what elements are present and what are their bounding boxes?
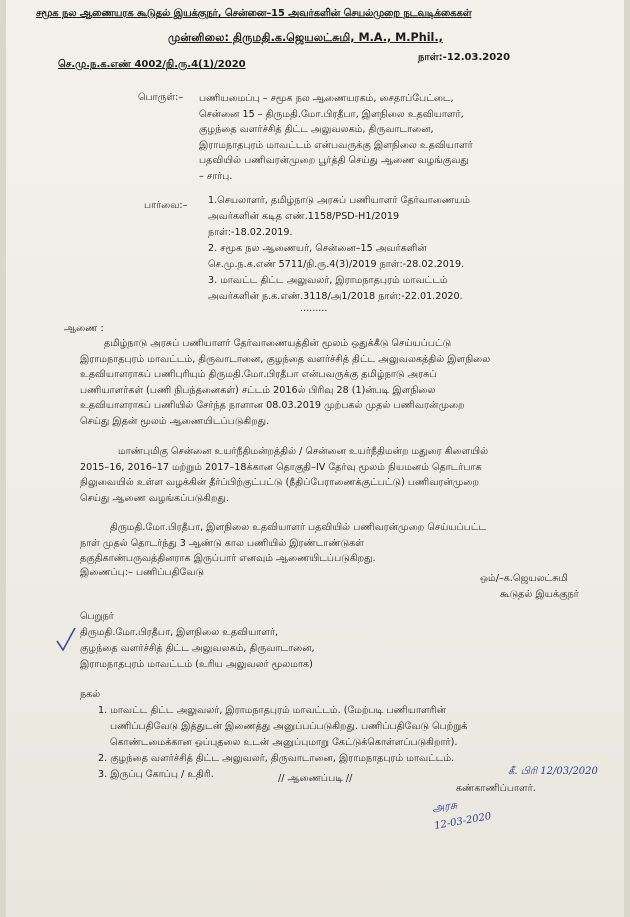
para-line: உதவியாளராகப் பணியில் சேர்ந்த நாளான 08.03.2019 முற்பகல் முதல் பணிவரன்முறை: [80, 400, 465, 411]
recipient-block: [80, 625, 315, 673]
copy-block: [98, 703, 467, 783]
para-line: உதவியாளராகப் பணிபுரியும் திருமதி.மோ.பிரதீபா என்பவருக்கு தமிழ்நாடு அரசுப்: [80, 369, 437, 380]
copy-item: 2. குழந்தை வளர்ச்சித் திட்ட அலுவலர், திருவாடானை, இராமநாதபுரம் மாவட்டம்.: [98, 753, 455, 764]
references-label: பார்வை:–: [144, 200, 188, 211]
para-line: தகுதிகாண்பருவத்தினராக இருப்பார் எனவும் ஆணையிடப்படுகிறது.: [80, 553, 376, 564]
para-line: செய்து இதன் மூலம் ஆணையிடப்படுகிறது.: [80, 415, 270, 427]
recipient-line: இராமநாதபுரம் மாவட்டம் (உரிய அலுவலர் மூலமாக): [80, 659, 313, 670]
para-line: திருமதி.மோ.பிரதீபா, இளநிலை உதவியாளர் பதவியில் பணிவரன்முறை செய்யப்பட்ட: [110, 522, 487, 533]
page-right-edge: [624, 0, 630, 917]
para-line: நிலுவையில் உள்ள வழக்கின் தீர்ப்பிற்குட்பட்டு (நீதிப்பேராணைக்குட்பட்டு) பணிவரன்முறை: [80, 477, 480, 488]
copy-item: 3. இருப்பு கோப்பு / உதிரி.: [98, 769, 214, 780]
copy-item: 1. மாவட்ட திட்ட அலுவலர், இராமநாதபுரம் மாவட்டம். (மேற்படி பணியாளரின்: [98, 705, 446, 716]
office-header: சமூக நல ஆணையரக கூடுதல் இயக்குநர், சென்னை–15 அவர்களின் செயல்முறை நடவடிக்கைகள்: [36, 8, 472, 19]
para-line: 2015–16, 2016–17 மற்றும் 2017–18க்கான தொகுதி–IV தேர்வு மூலம் நியமனம் தொடர்பாக: [80, 461, 482, 473]
subject-line: பதவியில் பணிவரன்முறை பூர்த்தி செய்து ஆணை வழங்குவது: [199, 155, 469, 166]
order-paragraph-2: [80, 444, 595, 506]
subject-line: குழந்தை வளர்ச்சித் திட்ட அலுவலகம், திருவாடானை,: [199, 124, 434, 135]
para-line: இராமநாதபுரம் மாவட்டம், திருவாடானை, குழந்தை வளர்ச்சித் திட்ட அலுவலகத்தில் இளநிலை: [80, 353, 491, 365]
para-line: செய்து ஆணை வழங்கப்படுகிறது.: [80, 492, 229, 504]
references-block: [208, 193, 470, 305]
order-paragraph-3: [80, 520, 595, 567]
handwritten-initials: அரசு: [431, 798, 458, 815]
reference-line: அவர்களின் கடித எண்.1158/PSD-H1/2019: [208, 211, 400, 222]
separator-dots: .........: [300, 303, 328, 314]
copy-label: நகல்: [80, 689, 101, 700]
para-line: தமிழ்நாடு அரசுப் பணியாளர் தேர்வாணையத்தின் மூலம் ஒதுக்கீடு செய்யப்பட்டு: [104, 338, 452, 349]
para-line: நாள் முதல் தொடர்ந்து 3 ஆண்டு கால பணியில் இரண்டாண்டுகள்: [80, 537, 364, 549]
signature-designation: கூடுதல் இயக்குநர்: [500, 589, 579, 600]
subject-label: பொருள்:–: [138, 92, 184, 103]
page-left-edge: [0, 0, 6, 917]
recipient-line: திருமதி.மோ.பிரதீபா, இளநிலை உதவியாளர்,: [80, 627, 279, 638]
subject-line: – சார்பு.: [199, 170, 233, 182]
subject-line: இராமநாதபுரம் மாவட்டம் என்பவருக்கு இளநிலை உதவியாளர்: [199, 139, 473, 151]
recipient-label: பெறுநர்: [80, 611, 114, 622]
order-paragraph-1: [80, 336, 595, 429]
superintendent: கண்காணிப்பாளர்.: [456, 783, 536, 794]
copy-item: பணிப்பதிவேடு இத்துடன் இணைத்து அனுப்பப்படுகிறது. பணிப்பதிவேடு பெற்றுக்: [110, 721, 468, 732]
para-line: பணியாளர்கள் (பணி நிபந்தனைகள்) சட்டம் 2016ல் பிரிவு 28 (1)ன்படி இளநிலை: [80, 384, 436, 396]
reference-line: 3. மாவட்ட திட்ட அலுவலர், இராமநாதபுரம் மாவட்டம்: [208, 275, 448, 286]
para-line: மாண்புமிகு சென்னை உயர்நீதிமன்றத்தில் / சென்னை உயர்நீதிமன்ற மதுரை கிளையில்: [118, 446, 489, 457]
recipient-line: குழந்தை வளர்ச்சித் திட்ட அலுவலகம், திருவாடானை,: [80, 643, 315, 654]
order-by: // ஆணைப்படி //: [278, 773, 353, 784]
order-date: நாள்:-12.03.2020: [418, 52, 511, 63]
enclosure: இணைப்பு:– பணிப்பதிவேடு: [80, 567, 205, 578]
order-label: ஆணை :: [64, 323, 104, 334]
reference-line: அவர்களின் ந.க.எண்.3118/அ1/2018 நாள்:-22.01.2020.: [208, 291, 463, 302]
subject-line: சென்னை 15 – திருமதி.மோ.பிரதீபா, இளநிலை உதவியாளர்,: [199, 108, 464, 120]
subject-line: பணியமைப்பு – சமூக நல ஆணையரகம், சைதாப்பேட்டை,: [199, 93, 454, 104]
reference-number: செ.மு.ந.க.எண் 4002/நி.ரு.4(1)/2020: [58, 59, 246, 70]
signature-name: ஒம்/–க.ஜெயலட்சுமி: [480, 573, 568, 584]
reference-line: செ.மு.ந.க.எண் 5711/நி.ரு.4(3)/2019 நாள்:-28.02.2019.: [208, 259, 465, 270]
reference-line: நாள்:-18.02.2019.: [208, 227, 293, 238]
reference-line: 2. சமூக நல ஆணையர், சென்னை–15 அவர்களின்: [208, 243, 427, 254]
subject-block: [199, 91, 473, 184]
reference-line: 1.செயலாளர், தமிழ்நாடு அரசுப் பணியாளர் தேர்வாணையம்: [208, 195, 471, 206]
handwritten-date: 12-03-2020: [433, 811, 493, 832]
check-mark-icon: [55, 626, 77, 654]
presiding-officer: முன்னிலை: திருமதி.க.ஜெயலட்சுமி, M.A., M.Phil.,: [168, 31, 443, 44]
handwritten-note: கீ. பிரி 12/03/2020: [508, 766, 598, 777]
copy-item: கொண்டமைக்கான ஒப்புதலை உடன் அனுப்புமாறு கேட்டுக்கொள்ளப்படுகிறார்).: [110, 737, 458, 748]
